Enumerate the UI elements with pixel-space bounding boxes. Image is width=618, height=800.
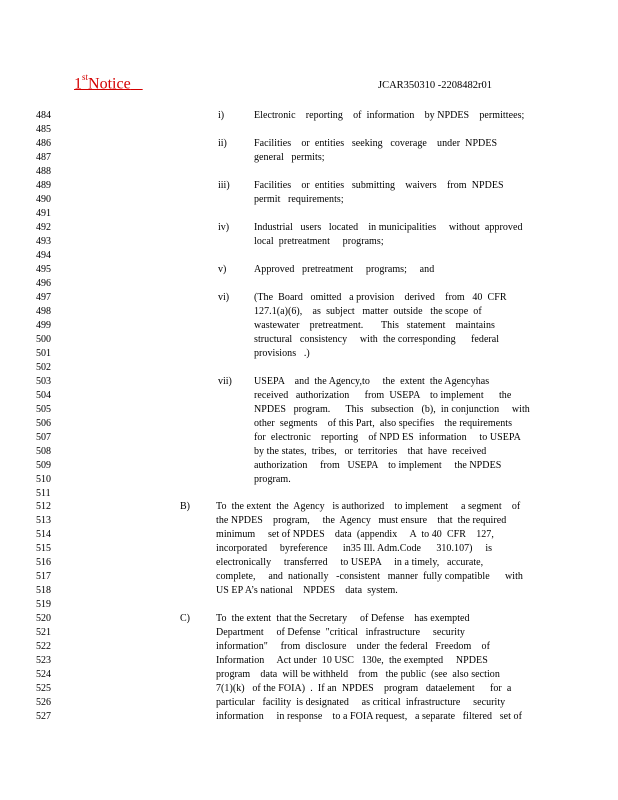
document-line bbox=[0, 277, 618, 290]
line-number: 508 bbox=[36, 445, 51, 457]
line-number: 501 bbox=[36, 347, 51, 359]
line-text: Industrial users located in municipalities without approved bbox=[254, 221, 523, 233]
line-number: 507 bbox=[36, 431, 51, 443]
line-text: (The Board omitted a provision derived from 40 CFR bbox=[254, 291, 507, 303]
line-number: 493 bbox=[36, 235, 51, 247]
item-marker: i) bbox=[218, 110, 225, 121]
document-line bbox=[0, 151, 618, 164]
line-number: 487 bbox=[36, 151, 51, 163]
line-text: incorporated byreference in35 Ill. Adm.Code 310.107) is bbox=[216, 543, 493, 555]
document-line bbox=[0, 221, 618, 234]
line-text: general permits; bbox=[254, 151, 325, 163]
item-marker: B) bbox=[180, 501, 190, 513]
document-line bbox=[0, 682, 618, 695]
document-line bbox=[0, 291, 618, 304]
line-number: 504 bbox=[36, 389, 51, 401]
line-number: 497 bbox=[36, 291, 51, 303]
line-text: authorization from USEPA to implement the NPDES bbox=[254, 459, 502, 471]
line-text: complete, and nationally -consistent manner fully compatible with bbox=[216, 571, 523, 583]
line-number: 515 bbox=[36, 543, 51, 555]
notice-label: 1stNotice bbox=[74, 72, 131, 93]
line-text: 7(1)(k) of the FOIA) . If an NPDES program dataelement for a bbox=[216, 683, 512, 695]
line-number: 488 bbox=[36, 165, 51, 177]
document-id: JCAR350310 -2208482r01 bbox=[378, 80, 493, 91]
document-line bbox=[0, 137, 618, 150]
line-text: the NPDES program, the Agency must ensure that the required bbox=[216, 515, 507, 527]
document-line bbox=[0, 612, 618, 625]
line-text: 127.1(a)(6), as subject matter outside the scope of bbox=[254, 305, 482, 317]
line-text: Approved pretreatment programs; and bbox=[254, 263, 435, 275]
line-number: 495 bbox=[36, 263, 51, 275]
document-line bbox=[0, 626, 618, 639]
line-number: 490 bbox=[36, 193, 51, 205]
item-marker: C) bbox=[180, 613, 190, 625]
line-text: Facilities or entities seeking coverage under NPDES bbox=[254, 138, 498, 149]
line-text: Information Act under 10 USC 130e, the exempted NPDES bbox=[216, 655, 488, 667]
document-line bbox=[0, 333, 618, 346]
line-number: 516 bbox=[36, 557, 51, 569]
document-line bbox=[0, 668, 618, 681]
document-line bbox=[0, 375, 618, 388]
document-line bbox=[0, 207, 618, 220]
document-line bbox=[0, 584, 618, 597]
line-number: 494 bbox=[36, 249, 51, 261]
line-text: by the states, tribes, or territories that have received bbox=[254, 445, 487, 457]
line-number: 485 bbox=[36, 124, 51, 135]
line-number: 506 bbox=[36, 417, 51, 429]
document-line bbox=[0, 347, 618, 360]
document-line bbox=[0, 598, 618, 611]
line-number: 526 bbox=[36, 697, 51, 709]
line-number: 524 bbox=[36, 669, 51, 681]
line-number: 500 bbox=[36, 333, 51, 345]
document-line bbox=[0, 570, 618, 583]
document-line bbox=[0, 542, 618, 555]
document-line bbox=[0, 235, 618, 248]
line-number: 496 bbox=[36, 277, 51, 289]
item-marker: ii) bbox=[218, 138, 227, 149]
line-number: 527 bbox=[36, 711, 51, 723]
line-number: 521 bbox=[36, 627, 51, 639]
line-text: structural consistency with the corresponding federal bbox=[254, 333, 500, 345]
line-number: 520 bbox=[36, 613, 51, 625]
document-line bbox=[0, 431, 618, 444]
document-line bbox=[0, 500, 618, 513]
line-number: 509 bbox=[36, 459, 51, 471]
item-marker: vi) bbox=[218, 291, 230, 303]
line-text: provisions .) bbox=[254, 347, 310, 359]
document-line bbox=[0, 165, 618, 178]
document-line bbox=[0, 473, 618, 486]
line-number: 511 bbox=[36, 487, 51, 499]
line-text: Electronic reporting of information by NPDES permittees; bbox=[254, 110, 525, 121]
document-line bbox=[0, 263, 618, 276]
line-text: To the extent the Agency is authorized to implement a segment of bbox=[216, 501, 521, 513]
line-number: 514 bbox=[36, 529, 51, 541]
document-line bbox=[0, 640, 618, 653]
line-text: USEPA and the Agency,to the extent the Agencyhas bbox=[254, 375, 490, 387]
line-text: electronically transferred to USEPA in a timely, accurate, bbox=[216, 557, 484, 569]
item-marker: v) bbox=[218, 263, 227, 275]
document-line bbox=[0, 556, 618, 569]
line-number: 492 bbox=[36, 221, 51, 233]
line-number: 522 bbox=[36, 641, 51, 653]
line-number: 489 bbox=[36, 179, 51, 191]
line-text: received authorization from USEPA to implement the bbox=[254, 389, 512, 401]
line-text: Facilities or entities submitting waivers from NPDES bbox=[254, 179, 504, 191]
line-text: information" from disclosure under the federal Freedom of bbox=[216, 641, 490, 653]
document-line bbox=[0, 179, 618, 192]
document-line bbox=[0, 403, 618, 416]
line-number: 512 bbox=[36, 501, 51, 513]
line-number: 525 bbox=[36, 683, 51, 695]
line-number: 503 bbox=[36, 375, 51, 387]
line-number: 505 bbox=[36, 403, 51, 415]
document-line bbox=[0, 710, 618, 723]
line-number: 523 bbox=[36, 655, 51, 667]
document-line bbox=[0, 123, 618, 136]
line-text: program data will be withheld from the public (see also section bbox=[216, 669, 500, 681]
document-line bbox=[0, 319, 618, 332]
line-text: for electronic reporting of NPD ES information to USEPA bbox=[254, 431, 521, 443]
line-number: 517 bbox=[36, 571, 51, 583]
document-line bbox=[0, 445, 618, 458]
item-marker: vii) bbox=[218, 375, 232, 387]
line-number: 502 bbox=[36, 361, 51, 373]
line-number: 491 bbox=[36, 207, 51, 219]
document-line bbox=[0, 249, 618, 262]
line-number: 498 bbox=[36, 305, 51, 317]
document-line bbox=[0, 193, 618, 206]
document-line bbox=[0, 514, 618, 527]
line-number: 510 bbox=[36, 473, 51, 485]
line-number: 518 bbox=[36, 585, 51, 597]
document-line bbox=[0, 696, 618, 709]
item-marker: iii) bbox=[218, 179, 230, 191]
line-text: Department of Defense "critical infrastructure security bbox=[216, 627, 465, 639]
item-marker: iv) bbox=[218, 221, 230, 233]
line-number: 484 bbox=[36, 110, 51, 121]
line-text: other segments of this Part, also specifies the requirements bbox=[254, 417, 513, 429]
line-text: minimum set of NPDES data (appendix A to 40 CFR 127, bbox=[216, 529, 494, 541]
line-text: information in response to a FOIA request, a separate filtered set of bbox=[216, 711, 522, 723]
document-line bbox=[0, 417, 618, 430]
document-line bbox=[0, 305, 618, 318]
line-text: local pretreatment programs; bbox=[254, 235, 384, 247]
document-line bbox=[0, 361, 618, 374]
document-line bbox=[0, 109, 618, 122]
line-text: particular facility is designated as critical infrastructure security bbox=[216, 697, 506, 709]
document-line bbox=[0, 389, 618, 402]
line-text: wastewater pretreatment. This statement maintains bbox=[254, 319, 495, 331]
line-text: US EP A’s national NPDES data system. bbox=[216, 585, 398, 597]
document-line bbox=[0, 654, 618, 667]
document-line bbox=[0, 487, 618, 500]
document-line bbox=[0, 528, 618, 541]
line-text: permit requirements; bbox=[254, 193, 344, 205]
line-number: 519 bbox=[36, 599, 51, 611]
line-number: 486 bbox=[36, 138, 51, 149]
line-number: 513 bbox=[36, 515, 51, 527]
line-text: To the extent that the Secretary of Defense has exempted bbox=[216, 613, 470, 625]
line-text: program. bbox=[254, 473, 291, 485]
document-line bbox=[0, 459, 618, 472]
line-text: NPDES program. This subsection (b), in conjunction with bbox=[254, 403, 530, 415]
line-number: 499 bbox=[36, 319, 51, 331]
